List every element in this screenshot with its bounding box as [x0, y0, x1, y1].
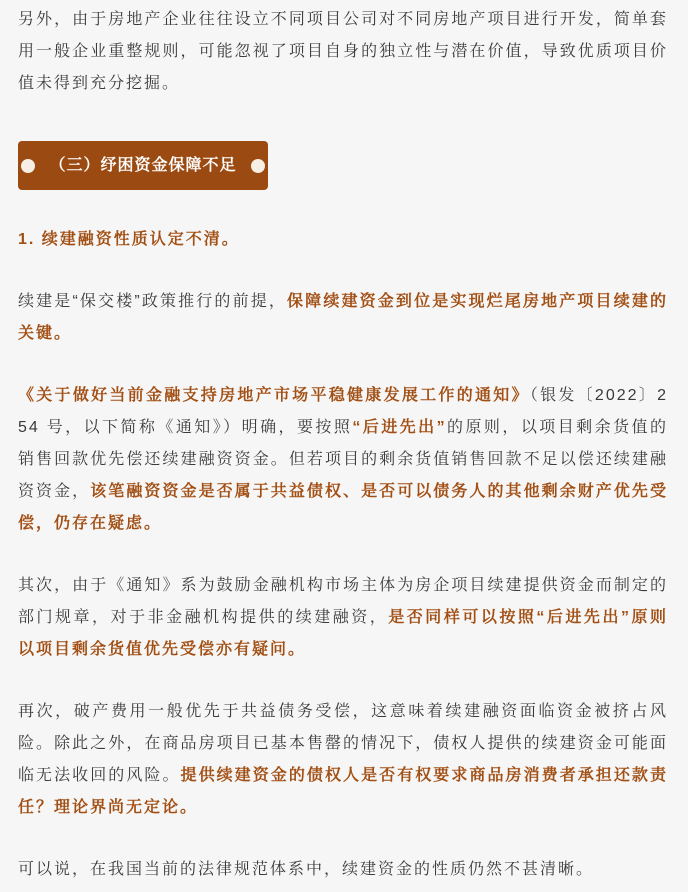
- intro-paragraph: 另外，由于房地产企业往往设立不同项目公司对不同房地产项目进行开发，简单套用一般企业重整规则，可能忽视了项目自身的独立性与潜在价值，导致优质项目价值未得到充分挖掘。: [18, 11, 668, 92]
- paragraph-continuation-funding: [18, 286, 668, 350]
- paragraph-text: 其次，由于《通知》系为鼓励金融机构市场主体为房企项目续建提供资金而制定的部门规章，对于非金融机构提供的续建融资，: [18, 577, 668, 626]
- section-banner: [18, 141, 268, 190]
- paragraph-text: 的原则，以项目剩余货值的销售回款优先偿还续建融资资金。但若项目的剩余货值销售回款不足以偿还续建融资资金，: [18, 419, 668, 500]
- paragraph-notice: [18, 380, 668, 540]
- paragraph-conclusion: [18, 854, 668, 886]
- banner-notch-right: [251, 159, 265, 173]
- emphasis-text: 该笔融资资金是否属于共益债权、是否可以债务人的其他剩余财产优先受偿，仍存在疑虑。: [18, 483, 668, 532]
- emphasis-text: 提供续建资金的债权人是否有权要求商品房消费者承担还款责任？理论界尚无定论。: [18, 767, 668, 816]
- banner-notch-left: [21, 159, 35, 173]
- notice-title-emphasis: 《关于做好当前金融支持房地产市场平稳健康发展工作的通知》: [18, 387, 530, 404]
- emphasis-text: 保障续建资金到位是实现烂尾房地产项目续建的关键。: [18, 293, 668, 342]
- paragraph-text: 可以说，在我国当前的法律规范体系中，续建资金的性质仍然不甚清晰。: [18, 861, 595, 878]
- paragraph-text: 再次，破产费用一般优先于共益债务受偿，这意味着续建融资面临资金被挤占风险。除此之外，在商品房项目已基本售罄的情况下，债权人提供的续建资金可能面临无法收回的风险。: [18, 703, 668, 784]
- paragraph-text: 续建是“保交楼”政策推行的前提，: [18, 293, 288, 310]
- paragraph-second-point: [18, 570, 668, 666]
- section-banner-label: （三）纾困资金保障不足: [49, 156, 237, 174]
- emphasis-text: “后进先出”: [352, 419, 447, 436]
- paragraph-text: （银发〔2022〕254 号，以下简称《通知》）明确，要按照: [18, 387, 668, 436]
- paragraph-third-point: [18, 696, 668, 824]
- emphasis-text: 是否同样可以按照“后进先出”原则以项目剩余货值优先受偿亦有疑问。: [18, 609, 668, 658]
- subheading: 1. 续建融资性质认定不清。: [18, 231, 240, 248]
